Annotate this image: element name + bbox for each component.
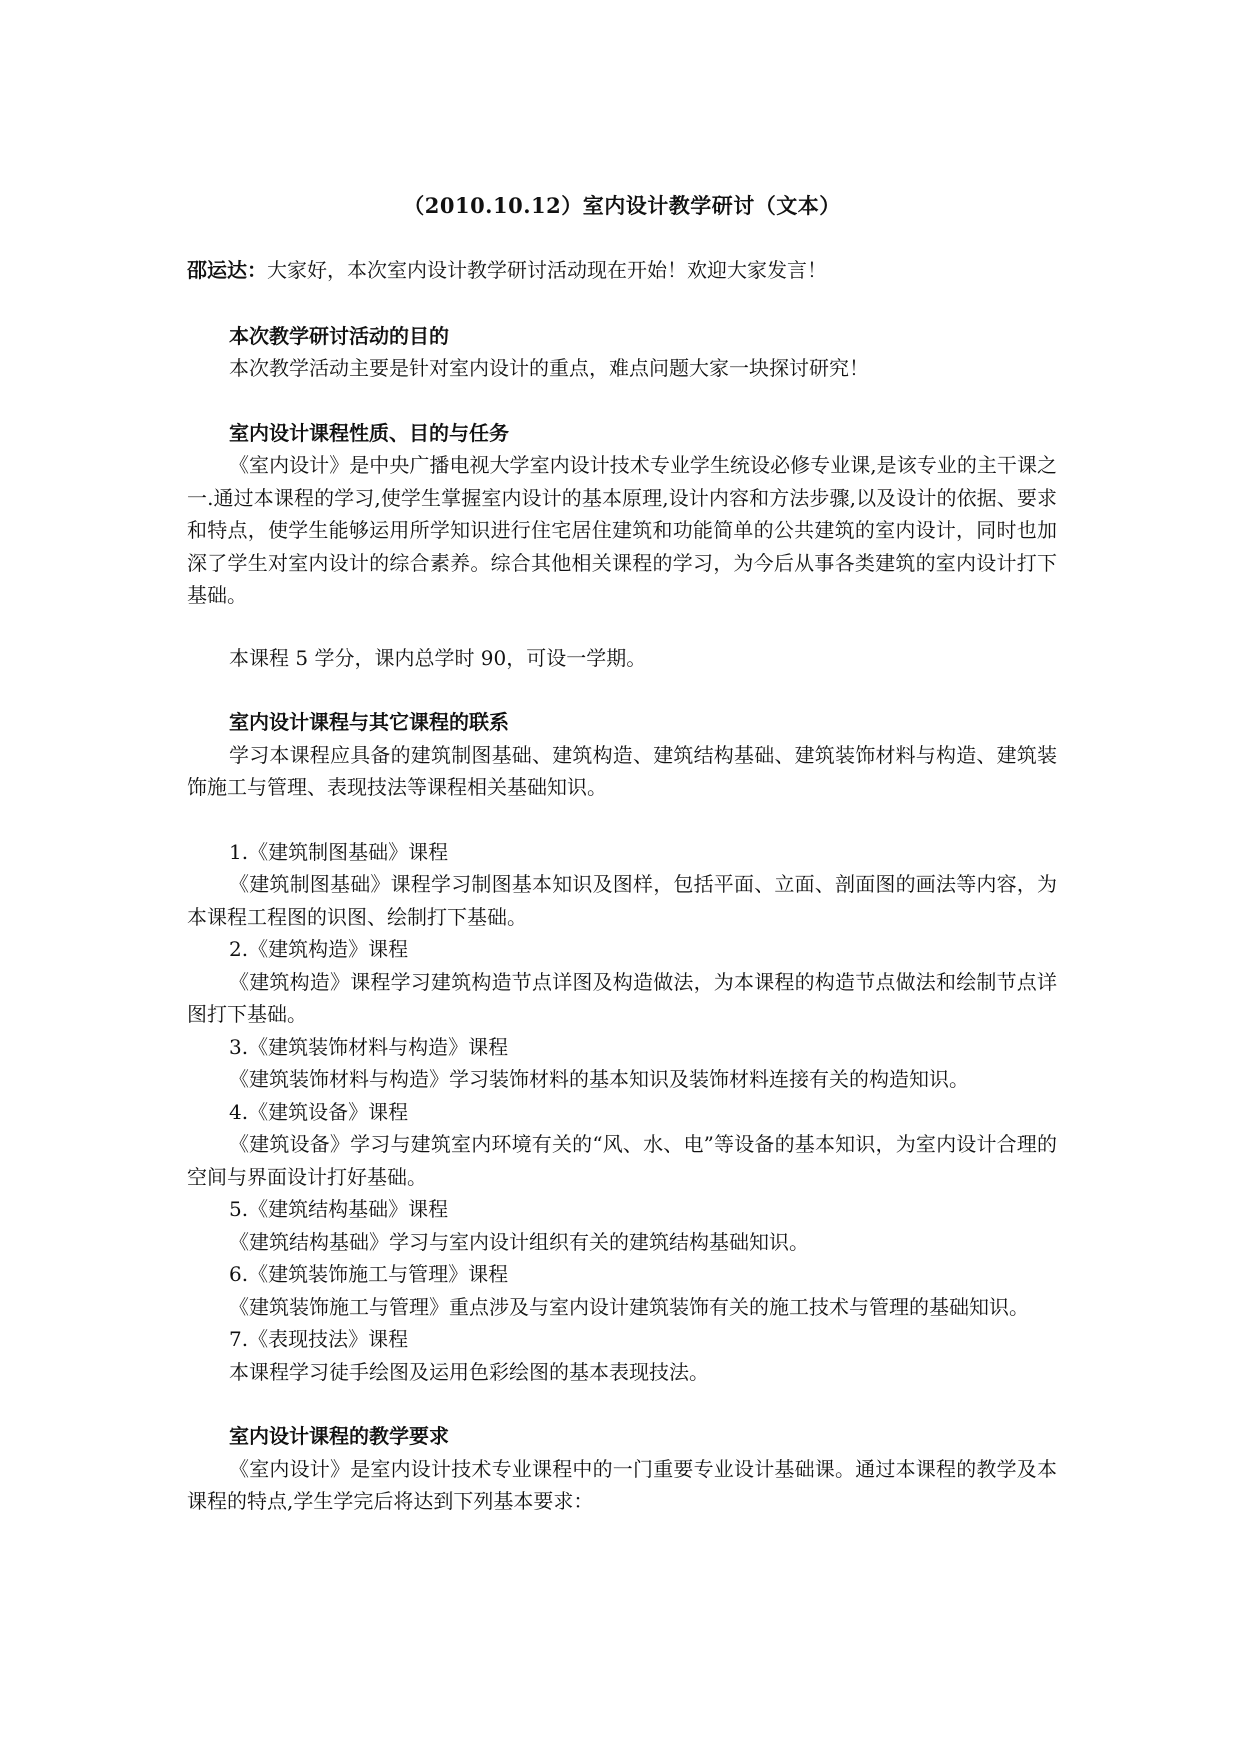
nature-text: 《室内设计》是中央广播电视大学室内设计技术专业学生统设必修专业课,是该专业的主干课之一.通过本课程的学习,使学生掌握室内设计的基本原理,设计内容和方法步骤,以及设计的依据、要求和特点，使学生能够运用所学知识进行住宅居住建筑和功能简单的公共建筑的室内设计，同时也加深了学生对室内设计的综合素养。综合其他相关课程的学习，为今后从事各类建筑的室内设计打下基础。 bbox=[187, 453, 1057, 607]
course-item-title: 4.《建筑设备》课程 bbox=[229, 1099, 409, 1124]
course-item-title: 7.《表现技法》课程 bbox=[229, 1327, 409, 1351]
course-item-title: 5.《建筑结构基础》课程 bbox=[229, 1197, 449, 1221]
heading-nature: 室内设计课程性质、目的与任务 bbox=[229, 420, 509, 445]
credits-text: 本课程 5 学分，课内总学时 90，可设一学期。 bbox=[229, 645, 647, 670]
requirements-text: 《室内设计》是室内设计技术专业课程中的一门重要专业设计基础课。通过本课程的教学及本课程的特点,学生学完后将达到下列基本要求： bbox=[187, 1456, 1057, 1513]
course-item-desc: 本课程学习徒手绘图及运用色彩绘图的基本表现技法。 bbox=[229, 1359, 709, 1384]
course-item-title: 6.《建筑装饰施工与管理》课程 bbox=[229, 1262, 509, 1286]
document-page bbox=[187, 190, 1057, 1518]
relation-text: 学习本课程应具备的建筑制图基础、建筑构造、建筑结构基础、建筑装饰材料与构造、建筑装饰施工与管理、表现技法等课程相关基础知识。 bbox=[187, 742, 1057, 799]
opening-text: 大家好，本次室内设计教学研讨活动现在开始！欢迎大家发言！ bbox=[267, 258, 827, 282]
speaker-name: 邵运达： bbox=[187, 258, 267, 282]
course-item-desc: 《建筑结构基础》学习与室内设计组织有关的建筑结构基础知识。 bbox=[229, 1229, 809, 1254]
course-item-desc: 《建筑构造》课程学习建筑构造节点详图及构造做法，为本课程的构造节点做法和绘制节点详图打下基础。 bbox=[187, 969, 1057, 1026]
course-item-desc: 《建筑装饰材料与构造》学习装饰材料的基本知识及装饰材料连接有关的构造知识。 bbox=[229, 1067, 969, 1091]
course-item-desc: 《建筑装饰施工与管理》重点涉及与室内设计建筑装饰有关的施工技术与管理的基础知识。 bbox=[229, 1294, 1029, 1319]
course-item-title: 1.《建筑制图基础》课程 bbox=[229, 839, 449, 864]
course-item-desc: 《建筑设备》学习与建筑室内环境有关的“风、水、电”等设备的基本知识，为室内设计合理的空间与界面设计打好基础。 bbox=[187, 1132, 1057, 1189]
document-title: （2010.10.12）室内设计教学研讨（文本） bbox=[403, 193, 841, 218]
course-item-title: 3.《建筑装饰材料与构造》课程 bbox=[229, 1034, 509, 1059]
course-item-desc: 《建筑制图基础》课程学习制图基本知识及图样，包括平面、立面、剖面图的画法等内容，为本课程工程图的识图、绘制打下基础。 bbox=[187, 872, 1057, 929]
heading-relation: 室内设计课程与其它课程的联系 bbox=[229, 710, 509, 734]
opening-remark bbox=[187, 254, 1057, 287]
course-item-title: 2.《建筑构造》课程 bbox=[229, 937, 409, 961]
purpose-text: 本次教学活动主要是针对室内设计的重点，难点问题大家一块探讨研究！ bbox=[229, 356, 869, 380]
heading-requirements: 室内设计课程的教学要求 bbox=[229, 1424, 449, 1448]
heading-purpose: 本次教学研讨活动的目的 bbox=[229, 323, 449, 348]
